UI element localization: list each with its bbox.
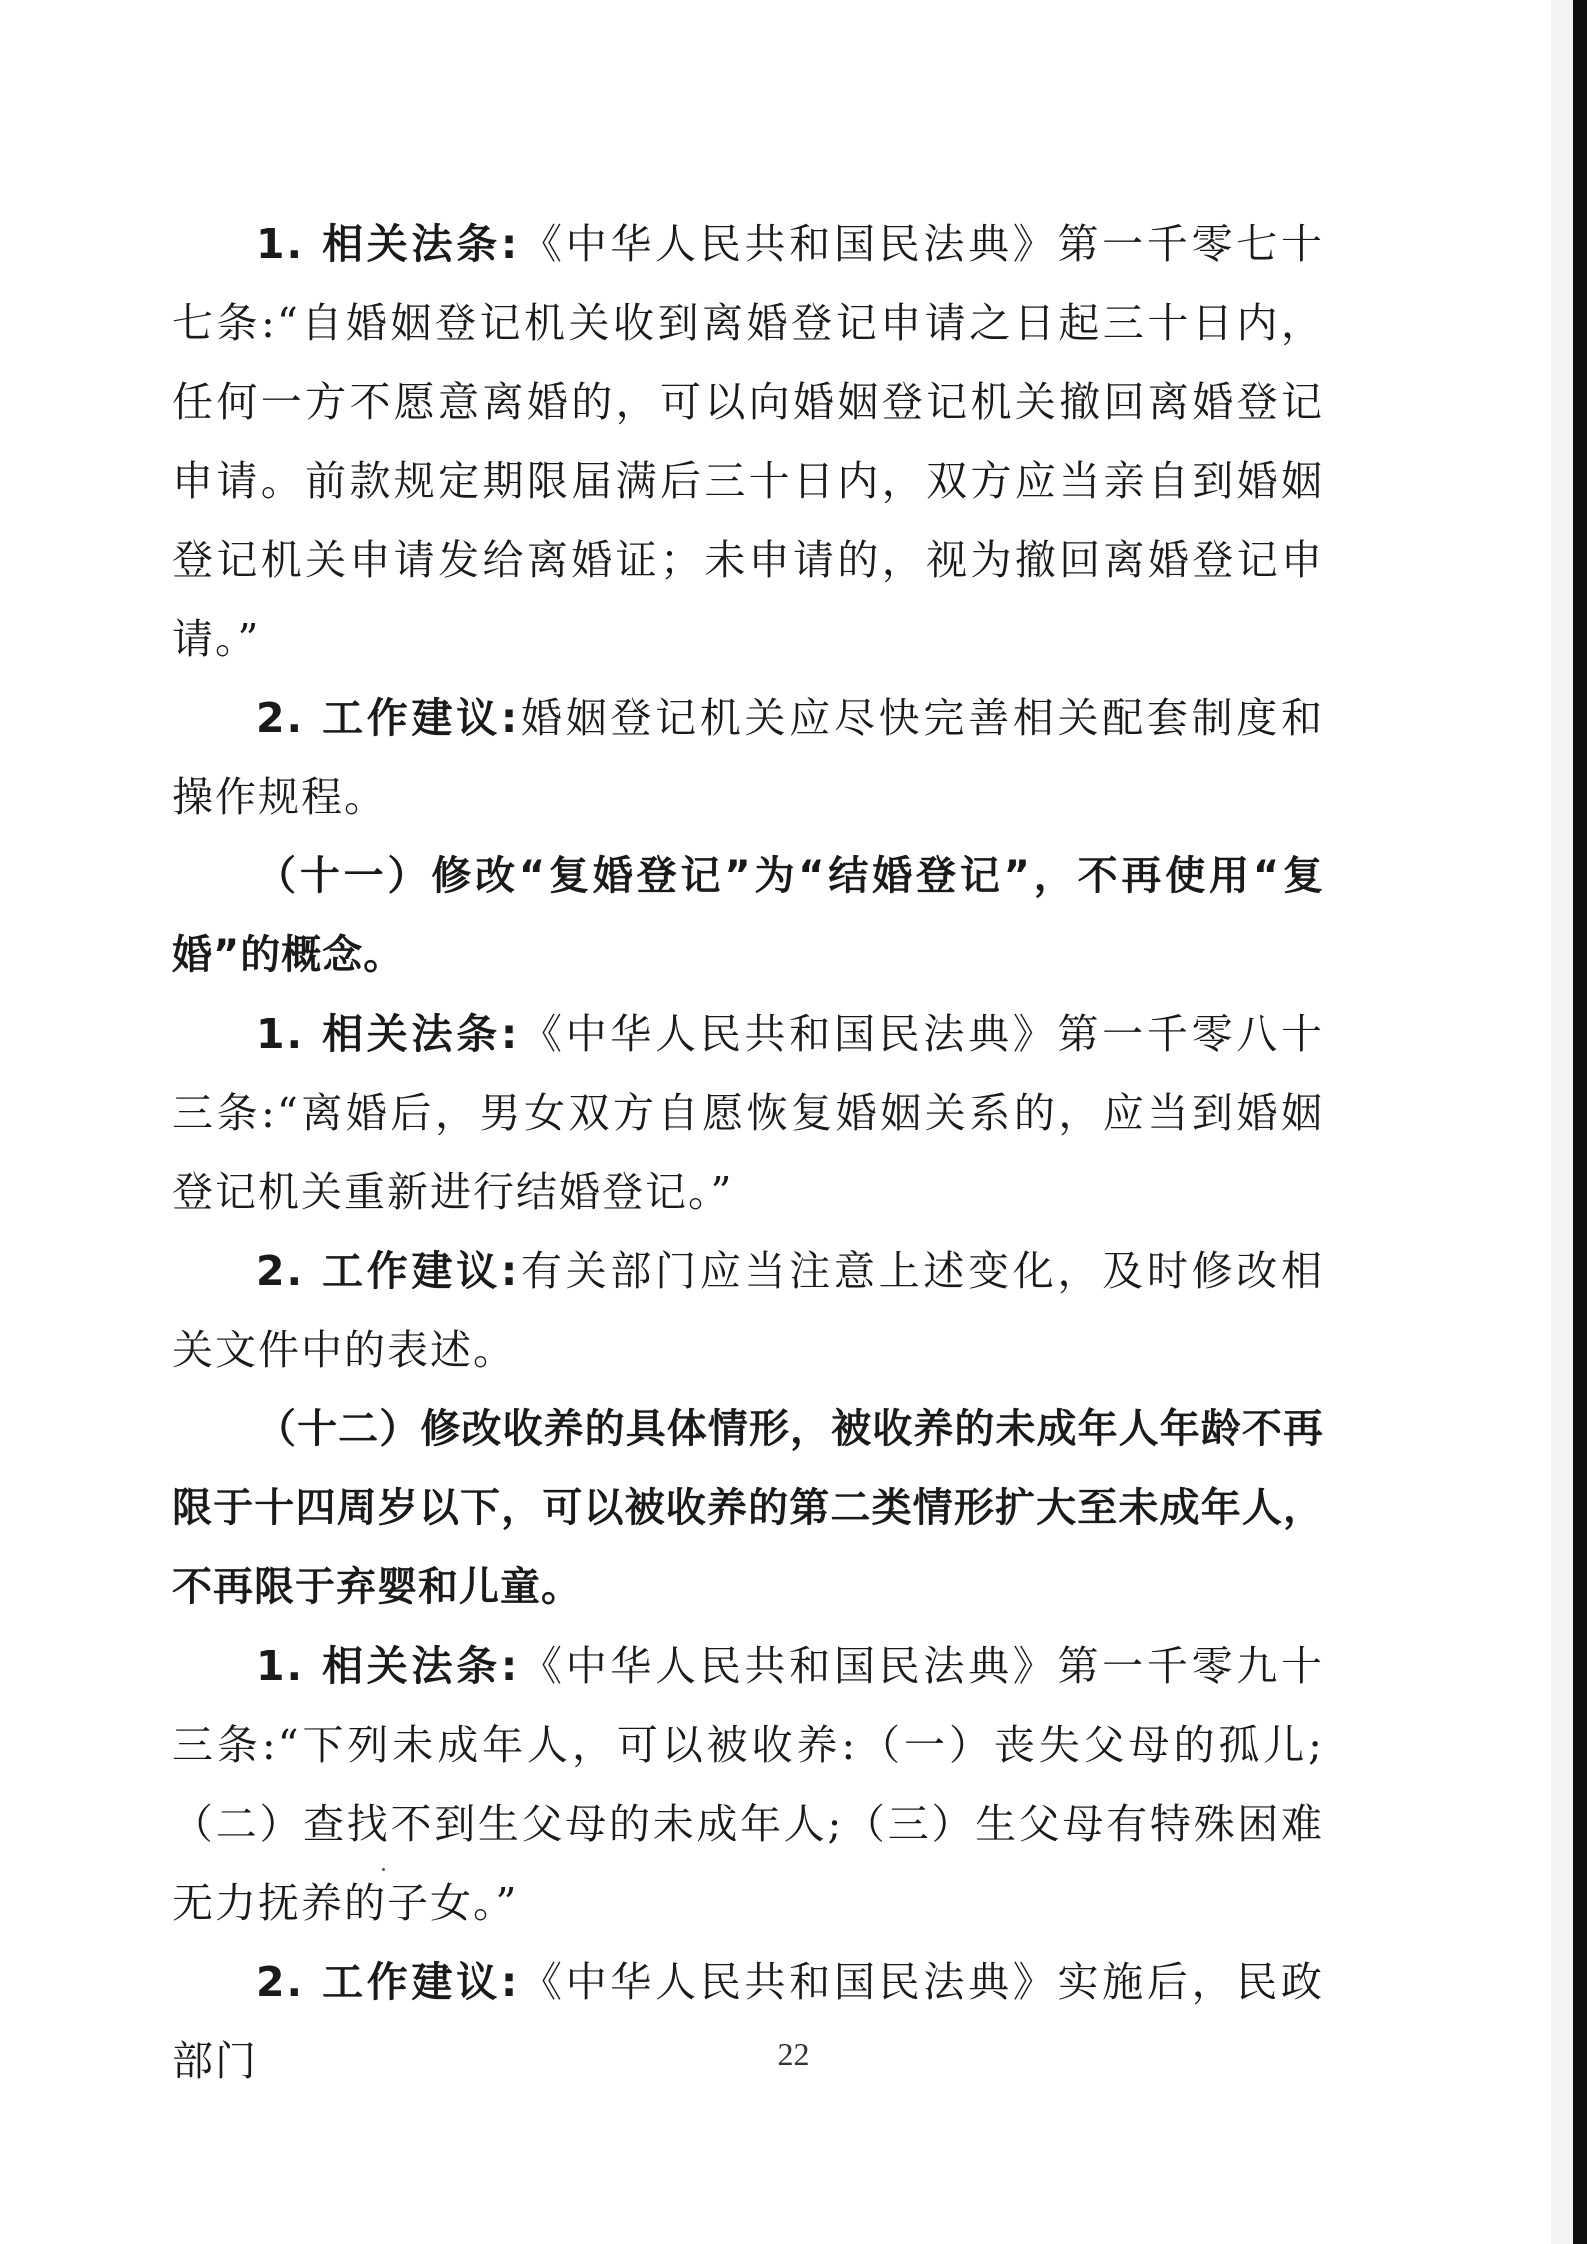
paragraph-suggestion-3 <box>172 1943 1324 2101</box>
paragraph-text: 《中华人民共和国民法典》第一千零七十七条:“自婚姻登记机关收到离婚登记申请之日起三十日内，任何一方不愿意离婚的，可以向婚姻登记机关撤回离婚登记申请。前款规定期限届满后三十日内，双方应当亲自到婚姻登记机关申请发给离婚证；未申请的，视为撤回离婚登记申请。” <box>172 220 1325 663</box>
paragraph-label: 2. 工作建议: <box>256 694 520 742</box>
paragraph-label: 2. 工作建议: <box>256 1247 520 1295</box>
paragraph-label: 1. 相关法条: <box>256 1010 520 1058</box>
paragraph-law-1083 <box>172 995 1324 1232</box>
paragraph-text: 《中华人民共和国民法典》第一千零八十三条:“离婚后，男女双方自愿恢复婚姻关系的，应当到婚姻登记机关重新进行结婚登记。” <box>172 1010 1325 1216</box>
paragraph-text: 《中华人民共和国民法典》第一千零九十三条:“下列未成年人，可以被收养:（一）丧失父母的孤儿;（二）查找不到生父母的未成年人;（三）生父母有特殊困难无力抚养的子女。” <box>172 1642 1325 1927</box>
section-heading-12: （十二）修改收养的具体情形，被收养的未成年人年龄不再限于十四周岁以下，可以被收养的第二类情形扩大至未成年人，不再限于弃婴和儿童。 <box>172 1406 1324 1610</box>
scan-speck <box>382 1868 385 1871</box>
paragraph-law-1093 <box>172 1627 1324 1943</box>
paragraph-text: 婚姻登记机关应尽快完善相关配套制度和操作规程。 <box>172 694 1325 821</box>
scan-edge-border <box>1573 0 1587 2244</box>
paragraph-text: 《中华人民共和国民法典》实施后，民政部门 <box>172 1958 1325 2085</box>
scan-margin <box>1551 0 1573 2244</box>
paragraph-label: 1. 相关法条: <box>256 1642 520 1690</box>
paragraph-label: 1. 相关法条: <box>256 220 520 268</box>
paragraph-suggestion-2 <box>172 1232 1324 1390</box>
paragraph-law-1077 <box>172 205 1324 679</box>
section-heading-11: （十一）修改“复婚登记”为“结婚登记”，不再使用“复婚”的概念。 <box>172 853 1324 978</box>
paragraph-suggestion-1 <box>172 679 1324 837</box>
paragraph-text: 有关部门应当注意上述变化，及时修改相关文件中的表述。 <box>172 1247 1325 1374</box>
page-number: 22 <box>777 2036 810 2072</box>
document-body <box>172 205 1324 2101</box>
paragraph-label: 2. 工作建议: <box>256 1958 520 2006</box>
